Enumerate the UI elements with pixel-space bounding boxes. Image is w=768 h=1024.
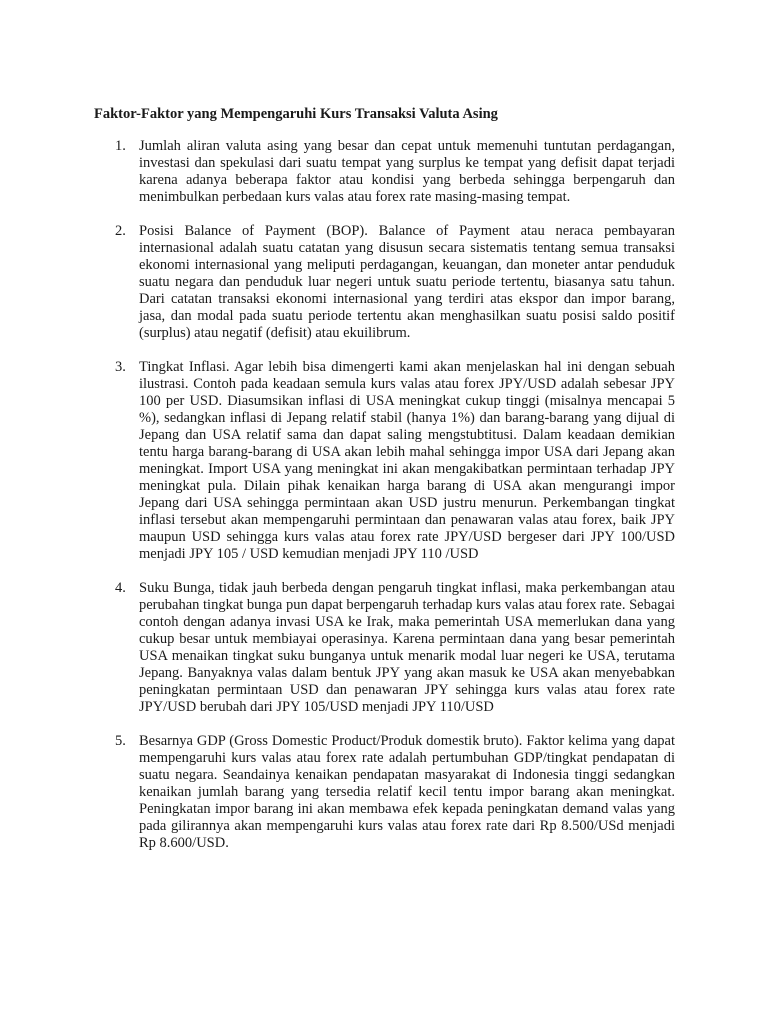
- list-number: 3.: [115, 359, 126, 375]
- list-item-text: Jumlah aliran valuta asing yang besar dan cepat untuk memenuhi tuntutan perdagangan, investasi dan spekulasi dari suatu tempat yang surplus ke tempat yang defisit dapat terjadi karena adanya beberapa faktor atau kondisi yang berbeda sehingga berpengaruh dan menimbulkan perbedaan kurs valas atau forex rate masing-masing tempat.: [139, 138, 675, 205]
- list-item-text: Posisi Balance of Payment (BOP). Balance of Payment atau neraca pembayaran internasional adalah suatu catatan yang disusun secara sistematis tentang semua transaksi ekonomi internasional yang meliputi perdagangan, keuangan, dan moneter antar penduduk suatu negara dan penduduk luar negeri untuk suatu periode tertentu, biasanya satu tahun. Dari catatan transaksi ekonomi internasional yang terdiri atas ekspor dan impor barang, jasa, dan modal pada suatu periode tertentu akan menghasilkan suatu posisi saldo positif (surplus) atau negatif (defisit) atau ekuilibrum.: [139, 223, 675, 341]
- list-item-text: Besarnya GDP (Gross Domestic Product/Produk domestik bruto). Faktor kelima yang dapat mempengaruhi kurs valas atau forex rate adalah pertumbuhan GDP/tingkat pendapatan di suatu negara. Seandainya kenaikan pendapatan masyarakat di Indonesia tinggi sedangkan kenaikan jumlah barang yang tersedia relatif kecil tentu impor barang akan meningkat. Peningkatan impor barang ini akan membawa efek kepada peningkatan demand valas yang pada gilirannya akan mempengaruhi kurs valas atau forex rate dari Rp 8.500/USd menjadi Rp 8.600/USD.: [139, 733, 675, 851]
- list-item-text: Tingkat Inflasi. Agar lebih bisa dimengerti kami akan menjelaskan hal ini dengan sebuah ilustrasi. Contoh pada keadaan semula kurs valas atau forex JPY/USD adalah sebesar JPY 100 per USD. Diasumsikan inflasi di USA meningkat cukup tinggi (misalnya mencapai 5 %), sedangkan inflasi di Jepang relatif stabil (hanya 1%) dan barang-barang yang dijual di Jepang dan USA relatif sama dan dapat saling mengstubtitusi. Dalam keadaan demikian tentu harga barang-barang di USA akan lebih mahal sehingga impor USA dari Jepang akan meningkat. Import USA yang meningkat ini akan mengakibatkan permintaan terhadap JPY meningkat pula. Dilain pihak kenaikan harga barang di USA akan mengurangi impor Jepang dari USA sehingga permintaan akan USD justru menurun. Perkembangan tingkat inflasi tersebut akan mempengaruhi permintaan dan penawaran valas atau forex, baik JPY maupun USD sehingga kurs valas atau forex rate JPY/USD bergeser dari JPY 100/USD menjadi JPY 105 / USD kemudian menjadi JPY 110 /USD: [139, 359, 675, 562]
- list-number: 4.: [115, 580, 126, 596]
- list-item-2: [115, 223, 675, 342]
- list-item-3: [115, 359, 675, 563]
- list-item-5: [115, 733, 675, 852]
- list-number: 1.: [115, 138, 126, 154]
- list-number: 5.: [115, 733, 126, 749]
- factor-list: [115, 138, 675, 869]
- list-item-1: [115, 138, 675, 206]
- document-title: Faktor-Faktor yang Mempengaruhi Kurs Transaksi Valuta Asing: [94, 106, 498, 122]
- list-item-text: Suku Bunga, tidak jauh berbeda dengan pengaruh tingkat inflasi, maka perkembangan atau perubahan tingkat bunga pun dapat berpengaruh terhadap kurs valas atau forex rate. Sebagai contoh dengan adanya invasi USA ke Irak, maka pemerintah USA memerlukan dana yang cukup besar untuk membiayai operasinya. Karena permintaan dana yang besar pemerintah USA menaikan tingkat suku bunganya untuk menarik modal luar negeri ke USA, terutama Jepang. Banyaknya valas dalam bentuk JPY yang akan masuk ke USA akan menyebabkan peningkatan permintaan USD dan penawaran JPY sehingga kurs valas atau forex rate JPY/USD berubah dari JPY 105/USD menjadi JPY 110/USD: [139, 580, 675, 715]
- list-item-4: [115, 580, 675, 716]
- list-number: 2.: [115, 223, 126, 239]
